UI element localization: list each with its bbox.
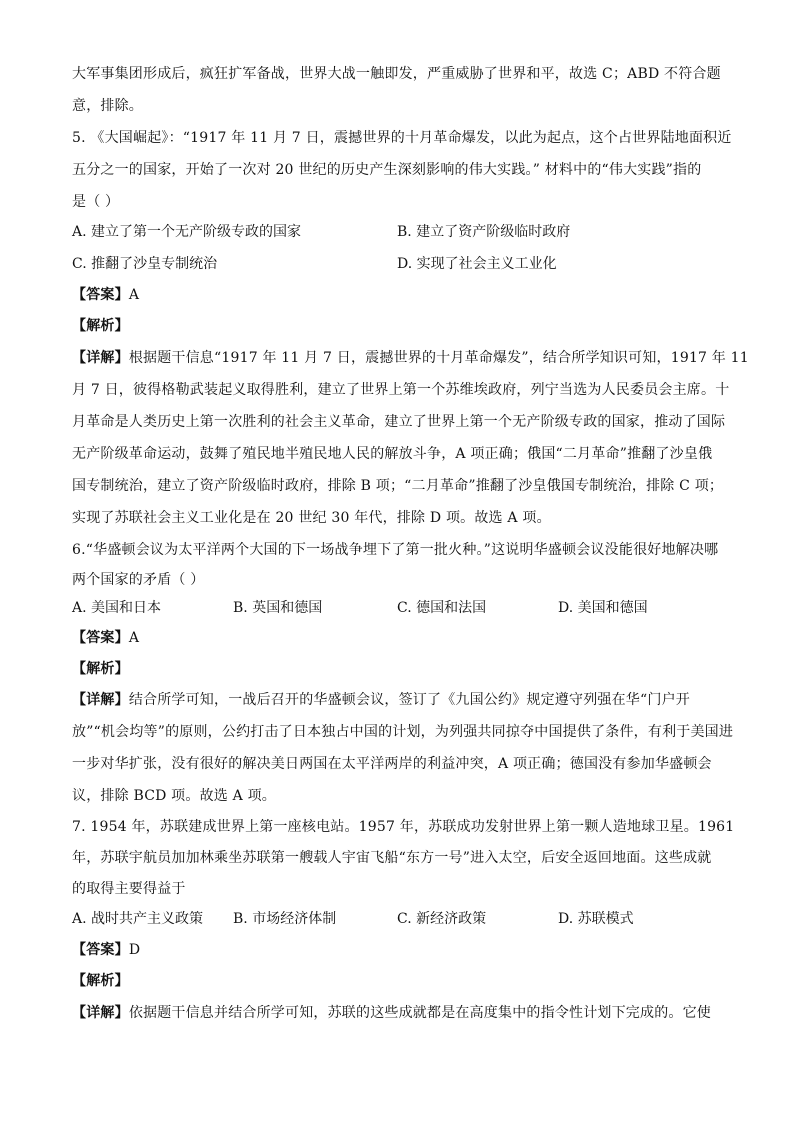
option-d: D. 实现了社会主义工业化 (397, 256, 557, 272)
option-a: A. 战时共产主义政策 (72, 911, 204, 927)
option-b: B. 建立了资产阶级临时政府 (397, 224, 571, 240)
option-d: D. 苏联模式 (558, 911, 634, 927)
question-stem: 五分之一的国家，开始了一次对 20 世纪的历史产生深刻影响的伟大实践。” 材料中的“伟大实践”指的 (72, 162, 702, 178)
option-d: D. 美国和德国 (558, 600, 648, 616)
detail-line (72, 690, 690, 710)
detail-tag: 【详解】 (72, 692, 129, 708)
detail-line: 议，排除 BCD 项。故选 A 项。 (72, 788, 276, 804)
answer-value: A (128, 630, 140, 646)
detail-tag: 【详解】 (72, 1005, 129, 1021)
detail-text: 结合所学可知，一战后召开的华盛顿会议，签订了《九国公约》规定遵守列强在华“门户开 (128, 692, 690, 708)
text-line: 意，排除。 (72, 98, 143, 114)
question-stem: 6.“华盛顿会议为太平洋两个大国的下一场战争埋下了第一批火种。”这说明华盛顿会议没能很好地解决哪 (72, 542, 719, 558)
detail-line (72, 1003, 711, 1023)
answer-line (72, 285, 139, 305)
option-b: B. 市场经济体制 (233, 911, 337, 927)
detail-line: 放”“机会均等”的原则，公约打击了日本独占中国的计划，为列强共同掠夺中国提供了条件，有利于美国进 (72, 724, 734, 740)
detail-text: 依据题干信息并结合所学可知，苏联的这些成就都是在高度集中的指令性计划下完成的。它使 (128, 1005, 712, 1021)
detail-line: 一步对华扩张，没有很好的解决美日两国在太平洋两岸的利益冲突，A 项正确；德国没有参加华盛顿会 (72, 756, 712, 772)
question-stem: 7. 1954 年，苏联建成世界上第一座核电站。1957 年，苏联成功发射世界上第一颗人造地球卫星。1961 (72, 819, 735, 835)
option-a: A. 建立了第一个无产阶级专政的国家 (72, 224, 302, 240)
answer-tag: 【答案】 (72, 630, 129, 646)
question-stem: 年，苏联宇航员加加林乘坐苏联第一艘载人宇宙飞船“东方一号”进入太空，后安全返回地面。这些成就 (72, 850, 712, 866)
question-stem: 的取得主要得益于 (72, 881, 186, 897)
detail-line: 无产阶级革命运动，鼓舞了殖民地半殖民地人民的解放斗争，A 项正确；俄国“二月革命”推翻了沙皇俄 (72, 446, 713, 462)
answer-tag: 【答案】 (72, 287, 129, 303)
option-a: A. 美国和日本 (72, 600, 162, 616)
answer-line (72, 940, 140, 960)
detail-line: 实现了苏联社会主义工业化是在 20 世纪 30 年代，排除 D 项。故选 A 项。 (72, 510, 551, 526)
analysis-line (72, 971, 129, 991)
answer-tag: 【答案】 (72, 942, 129, 958)
detail-line: 国专制统治，建立了资产阶级临时政府，排除 B 项；“二月革命”推翻了沙皇俄国专制统治，排除 C 项； (72, 478, 724, 494)
question-stem: 是（ ） (72, 194, 120, 210)
detail-text: 根据题干信息“1917 年 11 月 7 日，震撼世界的十月革命爆发”，结合所学知识可知，1917 年 11 (128, 350, 749, 366)
detail-line (72, 348, 749, 368)
option-c: C. 新经济政策 (397, 911, 487, 927)
analysis-tag: 【解析】 (72, 318, 129, 334)
question-stem: 两个国家的矛盾（ ） (72, 572, 205, 588)
analysis-tag: 【解析】 (72, 973, 129, 989)
question-stem: 5. 《大国崛起》：“1917 年 11 月 7 日，震撼世界的十月革命爆发，以此为起点，这个占世界陆地面积近 (72, 130, 732, 146)
analysis-line (72, 316, 129, 336)
detail-tag: 【详解】 (72, 350, 129, 366)
text-line: 大军事集团形成后，疯狂扩军备战，世界大战一触即发，严重威胁了世界和平，故选 C；ABD 不符合题 (72, 66, 721, 82)
analysis-tag: 【解析】 (72, 661, 129, 677)
option-b: B. 英国和德国 (233, 600, 323, 616)
analysis-line (72, 659, 129, 679)
answer-value: A (128, 287, 140, 303)
detail-line: 月革命是人类历史上第一次胜利的社会主义革命，建立了世界上第一个无产阶级专政的国家，推动了国际 (72, 414, 726, 430)
option-c: C. 推翻了沙皇专制统治 (72, 256, 218, 272)
answer-value: D (128, 942, 141, 958)
answer-line (72, 628, 139, 648)
option-c: C. 德国和法国 (397, 600, 487, 616)
detail-line: 月 7 日，彼得格勒武装起义取得胜利，建立了世界上第一个苏维埃政府，列宁当选为人民委员会主席。十 (72, 382, 730, 398)
